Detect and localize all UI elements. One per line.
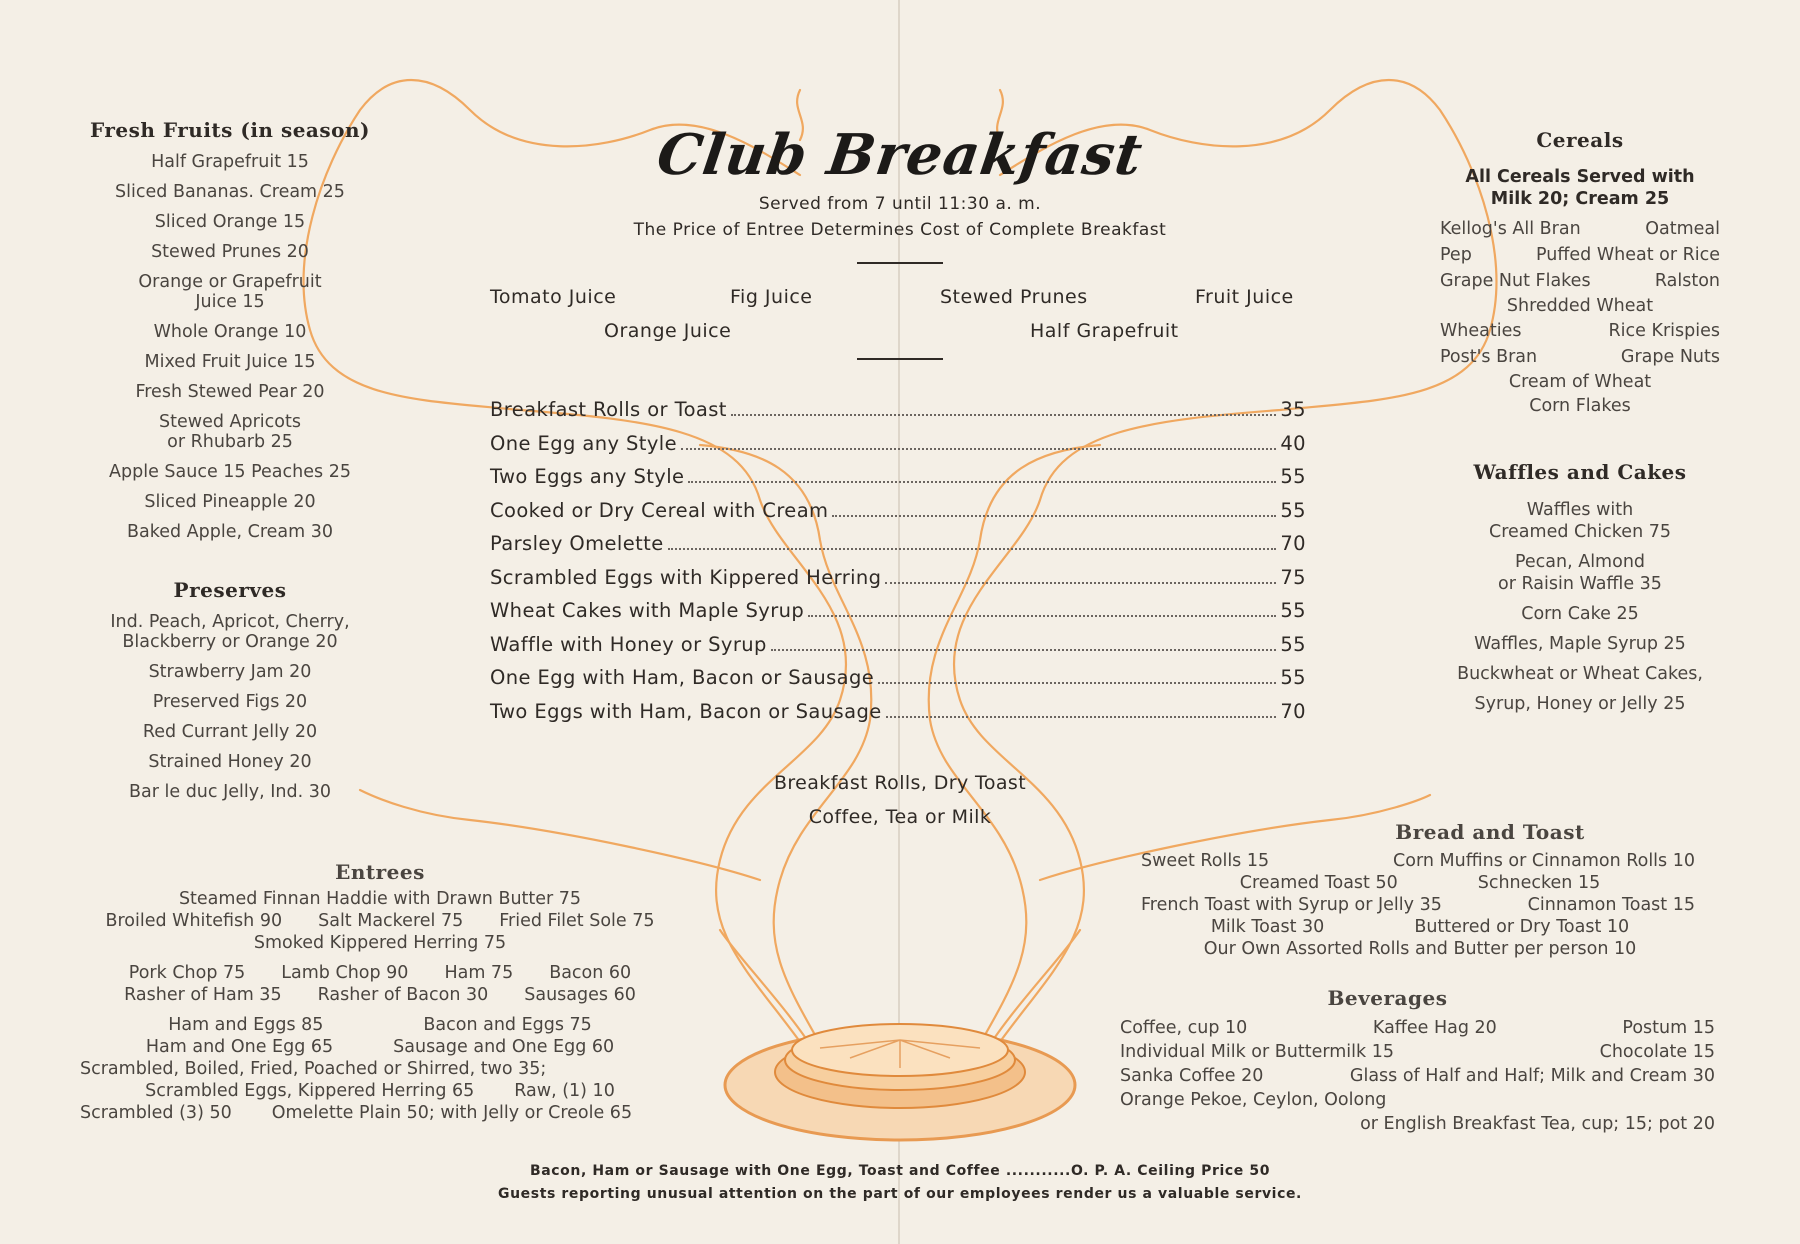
served-hours: Served from 7 until 11:30 a. m. xyxy=(758,194,1042,214)
juice-item: Orange Juice xyxy=(604,320,732,342)
page-title: Club Breakfast xyxy=(653,122,1147,188)
waffle-item: Creamed Chicken 75 xyxy=(1489,522,1671,542)
left-column xyxy=(80,118,380,812)
juice-item: Stewed Prunes xyxy=(940,286,1088,308)
included-line: Breakfast Rolls, Dry Toast xyxy=(773,772,1027,794)
cereals-heading: Cereals xyxy=(1536,128,1624,152)
beverage-row: Individual Milk or Buttermilk 15 Chocolate 15 xyxy=(1120,1042,1715,1062)
entree-row: Scrambled Eggs, Kippered Herring 65 Raw, (1) 10 xyxy=(145,1081,615,1101)
juice-item: Fruit Juice xyxy=(1195,286,1294,308)
bread-row: Sweet Rolls 15 Corn Muffins or Cinnamon Rolls 10 xyxy=(1141,851,1695,871)
preserve-item: Blackberry or Orange 20 xyxy=(122,632,338,652)
bread-section xyxy=(1125,820,1715,960)
ceiling-price-note: Bacon, Ham or Sausage with One Egg, Toast and Coffee ...........O. P. A. Ceiling Price 50 xyxy=(529,1163,1271,1179)
entree-row: Ham and One Egg 65 Sausage and One Egg 60 xyxy=(145,1037,615,1057)
included-line: Coffee, Tea or Milk xyxy=(808,806,992,828)
entree-row: Ham and Eggs 85 Bacon and Eggs 75 xyxy=(168,1015,592,1035)
price-row: One Egg with Ham, Bacon or Sausage 55 xyxy=(490,666,1306,689)
preserve-item: Ind. Peach, Apricot, Cherry, xyxy=(110,612,350,632)
preserve-item: Strained Honey 20 xyxy=(148,752,312,772)
entree-row: Scrambled (3) 50 Omelette Plain 50; with Jelly or Creole 65 xyxy=(80,1103,633,1123)
fruit-item: Baked Apple, Cream 30 xyxy=(126,522,334,542)
entree-row: Steamed Finnan Haddie with Drawn Butter 75 xyxy=(178,889,582,909)
beverages-section xyxy=(1120,986,1715,1136)
juice-options xyxy=(490,286,1310,356)
pancake-plate-illustration xyxy=(725,1024,1075,1140)
price-row: Parsley Omelette 70 xyxy=(490,532,1306,555)
fruit-item: Juice 15 xyxy=(195,292,265,312)
cereal-row: Cream of Wheat xyxy=(1508,372,1652,392)
fruit-item: Stewed Apricots xyxy=(159,412,301,432)
fruit-item: Stewed Prunes 20 xyxy=(151,242,309,262)
cereal-row: Corn Flakes xyxy=(1529,396,1631,416)
juice-item: Fig Juice xyxy=(730,286,813,308)
included-items xyxy=(700,766,1100,834)
entree-row: Pork Chop 75 Lamb Chop 90 Ham 75 Bacon 60 xyxy=(128,963,632,983)
entrees-section xyxy=(80,860,680,1124)
price-note: The Price of Entree Determines Cost of Complete Breakfast xyxy=(633,220,1167,240)
bread-row: Milk Toast 30 Buttered or Dry Toast 10 xyxy=(1210,917,1630,937)
bread-row: Our Own Assorted Rolls and Butter per person 10 xyxy=(1203,939,1637,959)
fruit-item: Apple Sauce 15 Peaches 25 xyxy=(109,462,351,482)
bread-heading: Bread and Toast xyxy=(1395,820,1585,844)
price-row: Wheat Cakes with Maple Syrup 55 xyxy=(490,599,1306,622)
waffle-item: or Raisin Waffle 35 xyxy=(1498,574,1662,594)
price-row: Cooked or Dry Cereal with Cream 55 xyxy=(490,498,1306,522)
fruits-heading: Fresh Fruits (in season) xyxy=(90,118,370,142)
juice-item: Half Grapefruit xyxy=(1030,320,1179,342)
divider xyxy=(857,358,943,360)
beverages-heading: Beverages xyxy=(1327,986,1448,1010)
fruit-item: Mixed Fruit Juice 15 xyxy=(144,352,316,372)
waffles-heading: Waffles and Cakes xyxy=(1473,460,1687,484)
price-row: Waffle with Honey or Syrup 55 xyxy=(490,632,1306,656)
cereal-row: Shredded Wheat xyxy=(1506,296,1654,316)
fruit-item: Orange or Grapefruit xyxy=(138,272,322,292)
menu-header xyxy=(490,122,1310,382)
price-row: One Egg any Style 40 xyxy=(490,431,1306,455)
fruit-item: Whole Orange 10 xyxy=(153,322,307,342)
entree-row: Smoked Kippered Herring 75 xyxy=(253,933,507,953)
price-row: Breakfast Rolls or Toast 35 xyxy=(490,398,1306,421)
beverage-row: Coffee, cup 10 Kaffee Hag 20 Postum 15 xyxy=(1120,1018,1715,1038)
beverage-row: Sanka Coffee 20 Glass of Half and Half; Milk and Cream 30 xyxy=(1120,1066,1715,1086)
waffle-item: Waffles with xyxy=(1526,500,1634,520)
entree-price-list xyxy=(490,398,1306,733)
preserves-heading: Preserves xyxy=(173,578,287,602)
price-row: Two Eggs any Style 55 xyxy=(490,465,1306,488)
service-note: Guests reporting unusual attention on the part of our employees render us a valuable service. xyxy=(498,1186,1302,1202)
fruit-item: Sliced Bananas. Cream 25 xyxy=(115,182,345,202)
cereals-note: All Cereals Served with xyxy=(1465,167,1695,187)
right-column xyxy=(1440,128,1720,724)
preserve-item: Preserved Figs 20 xyxy=(152,692,308,712)
fruit-item: Sliced Pineapple 20 xyxy=(144,492,316,512)
entrees-heading: Entrees xyxy=(335,860,425,884)
waffle-item: Syrup, Honey or Jelly 25 xyxy=(1474,694,1686,714)
juice-item: Tomato Juice xyxy=(490,286,617,308)
footer xyxy=(440,1160,1360,1206)
price-row: Two Eggs with Ham, Bacon or Sausage 70 xyxy=(490,699,1306,723)
waffle-item: Pecan, Almond xyxy=(1514,552,1646,572)
bread-row: Creamed Toast 50 Schnecken 15 xyxy=(1239,873,1601,893)
preserve-item: Bar le duc Jelly, Ind. 30 xyxy=(129,782,331,802)
cereals-note: Milk 20; Cream 25 xyxy=(1490,189,1670,209)
entree-row: Rasher of Ham 35 Rasher of Bacon 30 Sausages 60 xyxy=(124,985,636,1005)
waffle-item: Corn Cake 25 xyxy=(1521,604,1639,624)
cereal-row: Kellog's All Bran Oatmeal xyxy=(1440,219,1720,239)
beverage-row: or English Breakfast Tea, cup; 15; pot 20 xyxy=(1360,1114,1715,1134)
bread-row: French Toast with Syrup or Jelly 35 Cinnamon Toast 15 xyxy=(1141,895,1695,915)
entree-row: Broiled Whitefish 90 Salt Mackerel 75 Fried Filet Sole 75 xyxy=(105,911,655,931)
fruit-item: Sliced Orange 15 xyxy=(154,212,306,232)
price-row: Scrambled Eggs with Kippered Herring 75 xyxy=(490,565,1306,589)
cereal-row: Pep Puffed Wheat or Rice xyxy=(1440,245,1720,265)
fruit-item: or Rhubarb 25 xyxy=(167,432,293,452)
entree-row: Scrambled, Boiled, Fried, Poached or Shirred, two 35; xyxy=(80,1059,547,1079)
cereal-row: Post's Bran Grape Nuts xyxy=(1440,347,1720,367)
preserve-item: Strawberry Jam 20 xyxy=(148,662,312,682)
divider xyxy=(857,262,943,264)
preserve-item: Red Currant Jelly 20 xyxy=(142,722,318,742)
cereal-row: Grape Nut Flakes Ralston xyxy=(1440,271,1720,291)
fruit-item: Half Grapefruit 15 xyxy=(151,152,309,172)
waffle-item: Buckwheat or Wheat Cakes, xyxy=(1457,664,1703,684)
cereal-row: Wheaties Rice Krispies xyxy=(1440,321,1720,341)
fruit-item: Fresh Stewed Pear 20 xyxy=(135,382,325,402)
beverage-row: Orange Pekoe, Ceylon, Oolong xyxy=(1120,1090,1387,1110)
waffle-item: Waffles, Maple Syrup 25 xyxy=(1474,634,1686,654)
